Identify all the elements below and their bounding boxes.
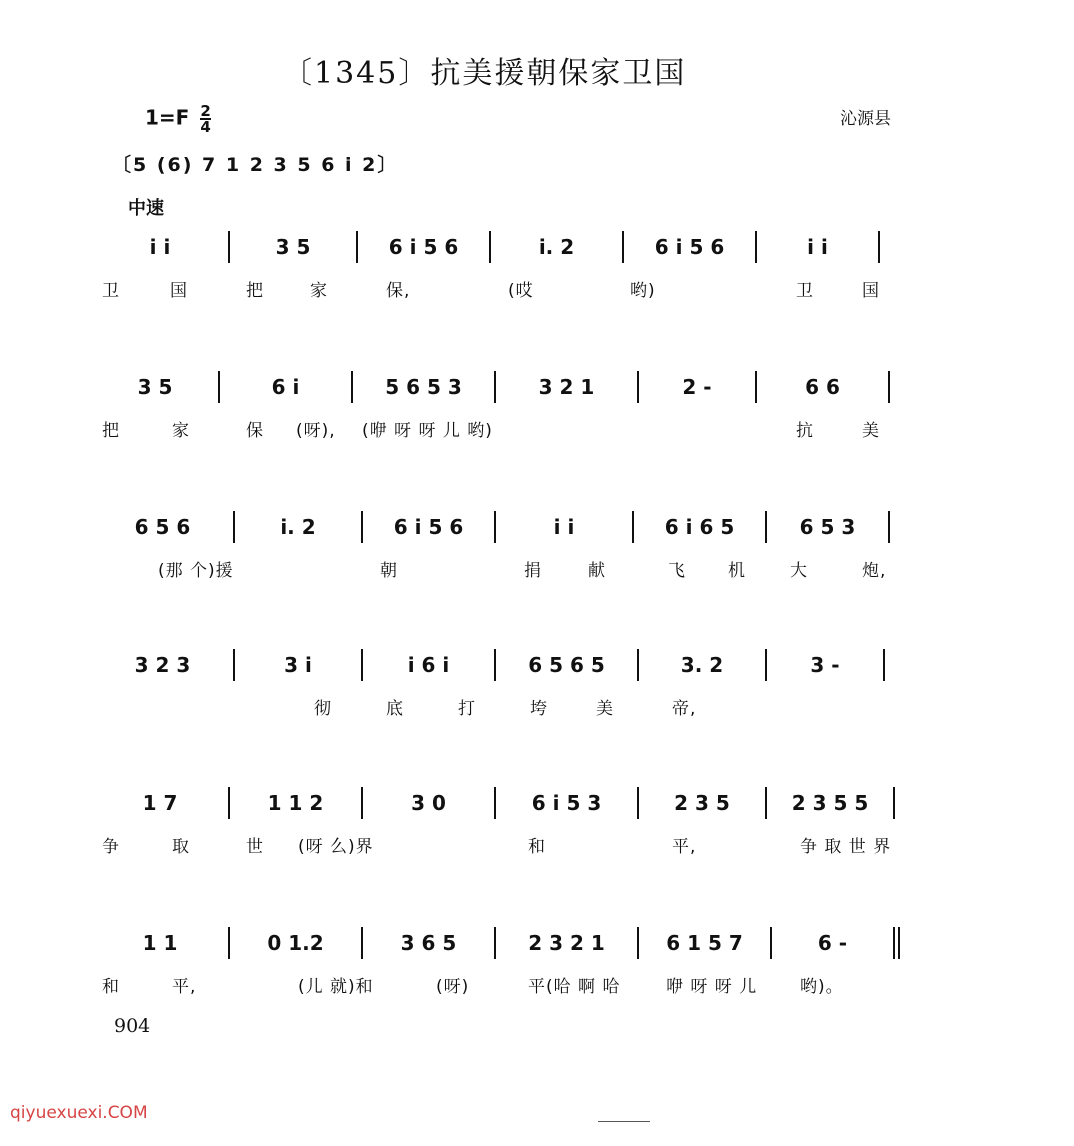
barline — [351, 371, 353, 403]
lyric: 卫 — [102, 281, 120, 301]
lyric: 献 — [588, 561, 606, 581]
barline — [755, 371, 757, 403]
measure: 2 3 2 1 — [528, 931, 605, 955]
measure: i. 2 — [538, 235, 575, 259]
lyric: 打 — [458, 699, 476, 719]
barline — [622, 231, 624, 263]
barline — [765, 787, 767, 819]
lyric: 把 — [102, 421, 120, 441]
time-numerator: 2 — [200, 102, 211, 120]
barline — [494, 371, 496, 403]
lyric: 家 — [310, 281, 328, 301]
barline — [765, 649, 767, 681]
region-label: 沁源县 — [840, 109, 891, 129]
measure: 3 6 5 — [400, 931, 457, 955]
lyric: (呀 么)界 — [298, 837, 374, 857]
lyric: 帝, — [672, 699, 697, 719]
lyric: 保 — [246, 421, 264, 441]
lyric: 家 — [172, 421, 190, 441]
lyric: (那 个)援 — [158, 561, 234, 581]
lyric: 和 — [528, 837, 546, 857]
measure: 2 3 5 5 — [791, 791, 869, 815]
barline — [494, 927, 496, 959]
lyric: 美 — [862, 421, 880, 441]
measure: 2 3 5 — [674, 791, 730, 815]
lyric: 彻 — [314, 699, 332, 719]
notation-line-1 — [100, 230, 930, 264]
barline — [632, 511, 634, 543]
intro-phrase: 〔5 (6) 7 1 2 3 5 6 i 2〕 — [112, 154, 399, 176]
barline — [233, 511, 235, 543]
measure: 6 5 6 5 — [528, 653, 605, 677]
measure: 6 1 5 7 — [666, 931, 743, 955]
page-number: 904 — [114, 1015, 151, 1037]
measure: i i — [807, 235, 828, 259]
barline — [233, 649, 235, 681]
key-label: 1=F — [145, 105, 190, 130]
lyric: (呀), — [296, 421, 336, 441]
lyric: 美 — [596, 699, 614, 719]
measure: 3 5 — [275, 235, 311, 259]
lyric: 抗 — [796, 421, 814, 441]
barline — [888, 511, 890, 543]
lyric: 争 — [102, 837, 120, 857]
barline — [888, 371, 890, 403]
barline — [494, 787, 496, 819]
barline — [218, 371, 220, 403]
measure: 6 5 6 — [134, 515, 191, 539]
lyric: (呀) — [436, 977, 470, 997]
barline — [878, 231, 880, 263]
measure: 6 i 5 6 — [388, 235, 459, 259]
lyric: 炮, — [862, 561, 887, 581]
measure: 3 - — [810, 653, 840, 677]
lyric: 保, — [386, 281, 411, 301]
measure: 6 i 6 5 — [664, 515, 735, 539]
measure: i i — [553, 515, 575, 539]
lyrics-line-3 — [100, 556, 920, 582]
lyrics-line-2 — [100, 416, 920, 442]
notation-line-5 — [100, 786, 930, 820]
barline — [228, 927, 230, 959]
measure: 6 i — [271, 375, 300, 399]
measure: i 6 i — [407, 653, 450, 677]
lyric: 争 取 世 界 — [800, 837, 892, 857]
lyric: 国 — [170, 281, 188, 301]
barline — [494, 649, 496, 681]
barline — [361, 511, 363, 543]
lyrics-line-1 — [100, 276, 920, 302]
notation-line-2 — [100, 370, 930, 404]
measure: 6 i 5 6 — [393, 515, 464, 539]
lyrics-line-5 — [100, 832, 920, 858]
lyric: 朝 — [380, 561, 398, 581]
lyric: 咿 呀 呀 儿 — [666, 977, 758, 997]
lyrics-line-4 — [100, 694, 920, 720]
measure: 3 i — [284, 653, 312, 677]
key-signature — [145, 104, 211, 134]
measure: 3 5 — [137, 375, 173, 399]
barline — [356, 231, 358, 263]
measure: i. 2 — [280, 515, 316, 539]
barline — [770, 927, 772, 959]
lyric: 把 — [246, 281, 264, 301]
lyric: 捐 — [524, 561, 542, 581]
measure: 3. 2 — [680, 653, 724, 677]
measure: 0 1.2 — [267, 931, 324, 955]
measure: 1 1 2 — [267, 791, 324, 815]
lyric: 和 — [102, 977, 120, 997]
barline — [765, 511, 767, 543]
song-title: 〔1345〕抗美援朝保家卫国 — [282, 56, 687, 91]
footer-rule — [598, 1121, 650, 1122]
measure: 1 7 — [142, 791, 178, 815]
lyric: 飞 — [668, 561, 686, 581]
lyric: 哟)。 — [800, 977, 844, 997]
lyric: 哟) — [630, 281, 656, 301]
barline — [361, 927, 363, 959]
measure: i i — [149, 235, 171, 259]
notation-line-3 — [100, 510, 930, 544]
lyrics-line-6 — [100, 972, 920, 998]
lyric: 平, — [172, 977, 197, 997]
barline — [755, 231, 757, 263]
lyric: (儿 就)和 — [298, 977, 374, 997]
lyric: (咿 呀 呀 儿 哟) — [362, 421, 493, 441]
measure: 3 2 1 — [538, 375, 595, 399]
time-signature — [200, 104, 210, 134]
lyric: 国 — [862, 281, 880, 301]
notation-line-6 — [100, 926, 930, 960]
measure: 6 i 5 6 — [654, 235, 725, 259]
lyric: 底 — [386, 699, 404, 719]
notation-line-4 — [100, 648, 930, 682]
barline — [361, 649, 363, 681]
barline — [637, 787, 639, 819]
lyric: 垮 — [530, 699, 548, 719]
measure: 2 - — [682, 375, 712, 399]
barline — [489, 231, 491, 263]
measure: 5 6 5 3 — [385, 375, 462, 399]
lyric: 大 — [790, 561, 808, 581]
barline — [361, 787, 363, 819]
tempo-marking: 中速 — [128, 198, 164, 219]
barline — [228, 787, 230, 819]
lyric: 取 — [172, 837, 190, 857]
barline — [893, 787, 895, 819]
lyric: 平, — [672, 837, 697, 857]
barline — [883, 649, 885, 681]
barline — [637, 649, 639, 681]
barline — [494, 511, 496, 543]
lyric: 机 — [728, 561, 746, 581]
lyric: 卫 — [796, 281, 814, 301]
barline — [637, 927, 639, 959]
final-barline — [893, 927, 895, 959]
lyric: (哎 — [508, 281, 534, 301]
measure: 6 5 3 — [799, 515, 856, 539]
measure: 3 2 3 — [134, 653, 191, 677]
measure: 3 0 — [411, 791, 446, 815]
measure: 1 1 — [142, 931, 178, 955]
measure: 6 i 5 3 — [531, 791, 602, 815]
lyric: 平(哈 啊 哈 — [528, 977, 621, 997]
time-denominator: 4 — [200, 118, 211, 136]
barline — [228, 231, 230, 263]
measure: 6 6 — [805, 375, 840, 399]
barline — [637, 371, 639, 403]
measure: 6 - — [817, 931, 848, 955]
site-watermark[interactable]: qiyuexuexi.COM — [10, 1103, 148, 1123]
lyric: 世 — [246, 837, 264, 857]
